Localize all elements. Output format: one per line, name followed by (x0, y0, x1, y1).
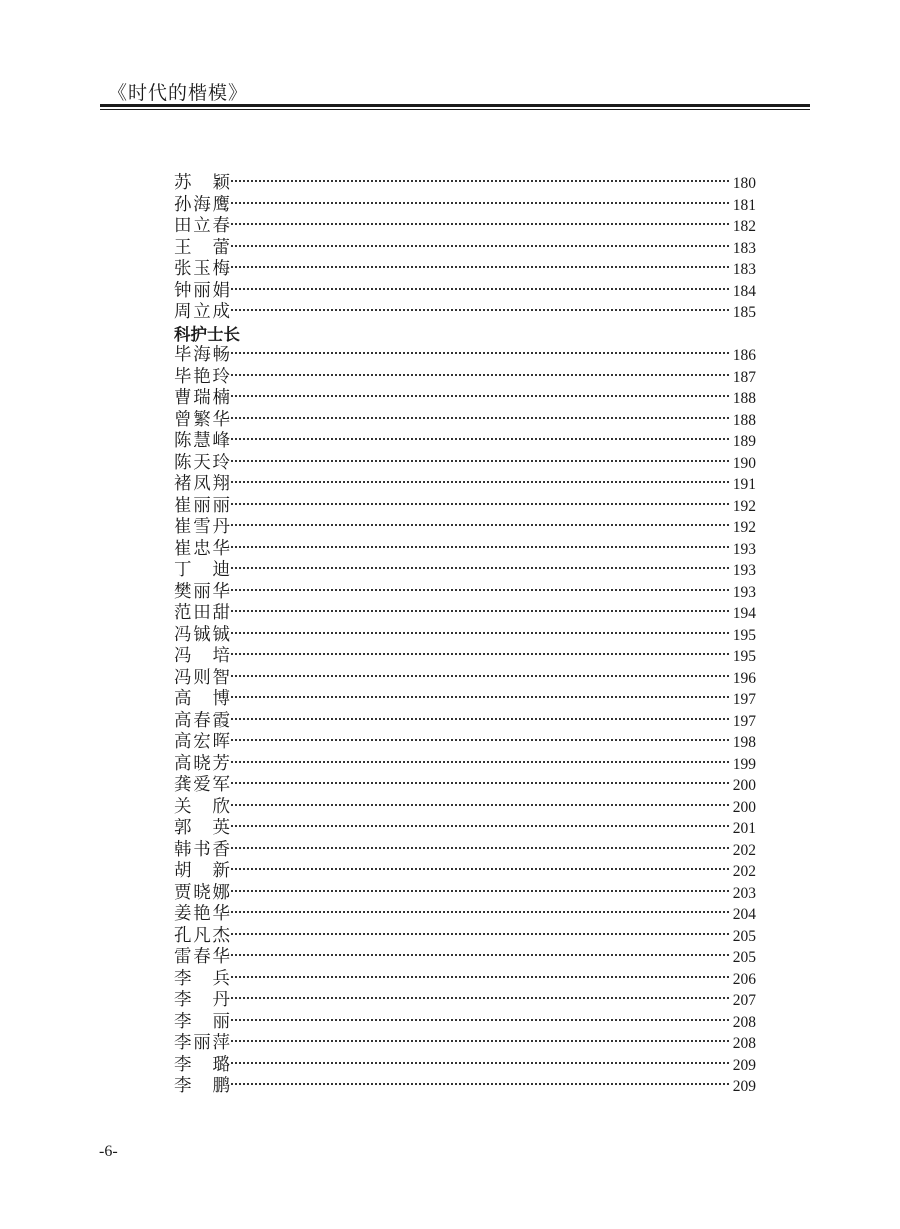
toc-entry-page: 199 (732, 755, 756, 773)
toc-entry-page: 206 (732, 970, 756, 988)
toc-entry (174, 947, 756, 969)
toc-entry (174, 388, 756, 410)
toc-entry-page: 184 (732, 282, 756, 300)
toc-entry (174, 1033, 756, 1055)
toc-entry-name: 陈天玲 (174, 452, 230, 473)
dot-leader (231, 653, 729, 655)
toc-entry (174, 410, 756, 432)
toc-entry (174, 668, 756, 690)
toc-entry (174, 1076, 756, 1098)
dot-leader (231, 696, 729, 698)
toc-entry-page: 207 (732, 992, 756, 1009)
dot-leader (231, 481, 729, 483)
toc-entry-page: 196 (732, 669, 756, 687)
dot-leader (231, 223, 729, 225)
toc-entry (174, 969, 756, 991)
toc-entry-page: 194 (732, 605, 756, 622)
toc-entry-name: 冯铖铖 (174, 624, 230, 645)
toc-entry-page: 209 (732, 1078, 756, 1095)
toc-entry (174, 345, 756, 367)
toc-entry (174, 582, 756, 604)
toc-entry-name: 毕海畅 (174, 345, 230, 365)
toc-entry-page: 197 (732, 691, 756, 708)
toc-entry-page: 185 (732, 304, 756, 321)
toc-entry (174, 797, 756, 819)
dot-leader (231, 180, 729, 182)
toc-entry (174, 1012, 756, 1034)
toc-entry-page: 183 (732, 239, 756, 257)
dot-leader (231, 567, 729, 569)
running-header: 《时代的楷模》 (108, 82, 249, 104)
toc-entry-name: 李 鹏 (174, 1076, 230, 1096)
dot-leader (231, 438, 729, 440)
toc-entry (174, 754, 756, 776)
toc-entry (174, 689, 756, 711)
toc-entry-page: 201 (732, 820, 756, 837)
toc-entry-name: 高宏晖 (174, 732, 230, 752)
toc-entry-name: 苏 颖 (174, 173, 230, 193)
toc-entry-name: 张玉梅 (174, 259, 230, 279)
toc-entry-page: 193 (732, 562, 756, 579)
toc-entry (174, 926, 756, 948)
toc-entry-name: 李 丹 (174, 990, 230, 1010)
toc-entry-page: 202 (732, 841, 756, 859)
toc-entry-page: 198 (732, 734, 756, 751)
dot-leader (231, 245, 729, 247)
dot-leader (231, 761, 729, 763)
toc-entry (174, 281, 756, 303)
toc-entry (174, 1055, 756, 1077)
toc-entry-page: 188 (732, 390, 756, 407)
toc-entry (174, 195, 756, 217)
dot-leader (231, 847, 729, 849)
toc-entry (174, 603, 756, 625)
toc-entry (174, 216, 756, 238)
toc-entry (174, 711, 756, 733)
toc-entry-name: 贾晓娜 (174, 882, 230, 903)
toc-entry-name: 田立春 (174, 216, 230, 236)
header-rule-thin (100, 109, 810, 110)
toc-entry-name: 钟丽娟 (174, 280, 230, 301)
toc-entry-name: 郭 英 (174, 818, 230, 838)
dot-leader (231, 503, 729, 505)
toc-entry-name: 丁 迪 (174, 560, 230, 580)
toc-entry (174, 560, 756, 582)
toc-entry-name: 孔凡杰 (174, 925, 230, 946)
toc-entry-page: 200 (732, 777, 756, 794)
toc-entry (174, 173, 756, 195)
toc-entry-name: 陈慧峰 (174, 431, 230, 451)
dot-leader (231, 589, 729, 591)
dot-leader (231, 546, 729, 548)
toc-entry (174, 539, 756, 561)
toc-entry-name: 高春霞 (174, 710, 230, 731)
toc-entry-name: 姜艳华 (174, 904, 230, 924)
toc-entry-name: 冯则智 (174, 667, 230, 688)
toc-entry-page: 203 (732, 884, 756, 902)
toc-entry-name: 胡 新 (174, 861, 230, 881)
toc-entry-name: 崔雪丹 (174, 517, 230, 537)
dot-leader (231, 718, 729, 720)
toc-entry-page: 186 (732, 347, 756, 364)
dot-leader (231, 911, 729, 913)
toc-entry-page: 192 (732, 497, 756, 515)
toc-entry (174, 496, 756, 518)
toc-entry (174, 625, 756, 647)
toc-entry-name: 李丽萍 (174, 1033, 230, 1053)
toc-entry (174, 883, 756, 905)
toc-entry-page: 195 (732, 626, 756, 644)
toc-group-before (174, 173, 756, 324)
toc-entry-page: 180 (732, 175, 756, 192)
toc-entry (174, 990, 756, 1012)
toc-entry-name: 王 蕾 (174, 237, 230, 258)
toc-entry (174, 431, 756, 453)
toc-entry-name: 崔忠华 (174, 538, 230, 559)
dot-leader (231, 309, 729, 311)
toc-entry-page: 205 (732, 949, 756, 966)
toc-entry-page: 200 (732, 798, 756, 816)
dot-leader (231, 825, 729, 827)
toc-entry-name: 樊丽华 (174, 581, 230, 602)
toc-entry-name: 曹瑞楠 (174, 388, 230, 408)
toc-entry-name: 孙海鹰 (174, 194, 230, 215)
dot-leader (231, 288, 729, 290)
toc-entry-name: 褚凤翔 (174, 474, 230, 494)
toc-entry-page: 189 (732, 433, 756, 450)
dot-leader (231, 352, 729, 354)
toc-entry-name: 龚爱军 (174, 775, 230, 795)
toc-entry-page: 209 (732, 1056, 756, 1074)
toc-group-after (174, 345, 756, 1098)
toc-entry-name: 关 欣 (174, 796, 230, 817)
dot-leader (231, 997, 729, 999)
toc-entry-page: 182 (732, 218, 756, 235)
toc-entry (174, 259, 756, 281)
toc-entry-page: 195 (732, 648, 756, 665)
toc-entry-name: 崔丽丽 (174, 495, 230, 516)
toc-entry (174, 302, 756, 324)
toc-entry-name: 周立成 (174, 302, 230, 322)
toc-entry (174, 904, 756, 926)
dot-leader (231, 610, 729, 612)
toc-entry (174, 732, 756, 754)
toc-entry-page: 208 (732, 1035, 756, 1052)
section-heading: 科护士长 (174, 324, 240, 344)
toc-entry-page: 208 (732, 1013, 756, 1031)
toc-entry (174, 840, 756, 862)
toc-entry (174, 474, 756, 496)
dot-leader (231, 804, 729, 806)
dot-leader (231, 1040, 729, 1042)
toc-entry-page: 204 (732, 906, 756, 923)
dot-leader (231, 374, 729, 376)
toc-entry-name: 曾繁华 (174, 409, 230, 430)
toc-entry-name: 韩书香 (174, 839, 230, 860)
dot-leader (231, 976, 729, 978)
dot-leader (231, 1019, 729, 1021)
header-rule-thick (100, 104, 810, 107)
toc-entry (174, 238, 756, 260)
toc-entry-page: 197 (732, 712, 756, 730)
toc-entry-page: 187 (732, 368, 756, 386)
toc-entry-name: 高 博 (174, 689, 230, 709)
toc-entry-page: 193 (732, 540, 756, 558)
toc-entry-name: 范田甜 (174, 603, 230, 623)
toc-entry-page: 192 (732, 519, 756, 536)
dot-leader (231, 890, 729, 892)
toc-entry-page: 188 (732, 411, 756, 429)
toc-entry-name: 李 兵 (174, 968, 230, 989)
dot-leader (231, 1062, 729, 1064)
dot-leader (231, 782, 729, 784)
dot-leader (231, 632, 729, 634)
toc-entry (174, 367, 756, 389)
toc-entry-name: 冯 培 (174, 646, 230, 666)
toc-entry-page: 202 (732, 863, 756, 880)
dot-leader (231, 954, 729, 956)
dot-leader (231, 933, 729, 935)
toc-entry (174, 453, 756, 475)
toc-entry (174, 861, 756, 883)
toc-entry-page: 191 (732, 476, 756, 493)
dot-leader (231, 524, 729, 526)
dot-leader (231, 202, 729, 204)
dot-leader (231, 675, 729, 677)
dot-leader (231, 395, 729, 397)
toc-entry-page: 190 (732, 454, 756, 472)
dot-leader (231, 417, 729, 419)
dot-leader (231, 739, 729, 741)
dot-leader (231, 460, 729, 462)
toc-entry-page: 205 (732, 927, 756, 945)
toc-entry-name: 雷春华 (174, 947, 230, 967)
toc-entry (174, 818, 756, 840)
toc-entry (174, 646, 756, 668)
dot-leader (231, 1083, 729, 1085)
toc-entry-name: 毕艳玲 (174, 366, 230, 387)
table-of-contents (174, 173, 756, 1098)
toc-entry-name: 李 丽 (174, 1011, 230, 1032)
page-number: -6- (99, 1143, 118, 1160)
toc-entry-page: 181 (732, 196, 756, 214)
toc-entry (174, 517, 756, 539)
toc-entry-page: 183 (732, 261, 756, 278)
dot-leader (231, 868, 729, 870)
toc-entry-name: 李 璐 (174, 1054, 230, 1075)
dot-leader (231, 266, 729, 268)
toc-entry-name: 高晓芳 (174, 753, 230, 774)
toc-entry-page: 193 (732, 583, 756, 601)
toc-entry (174, 775, 756, 797)
